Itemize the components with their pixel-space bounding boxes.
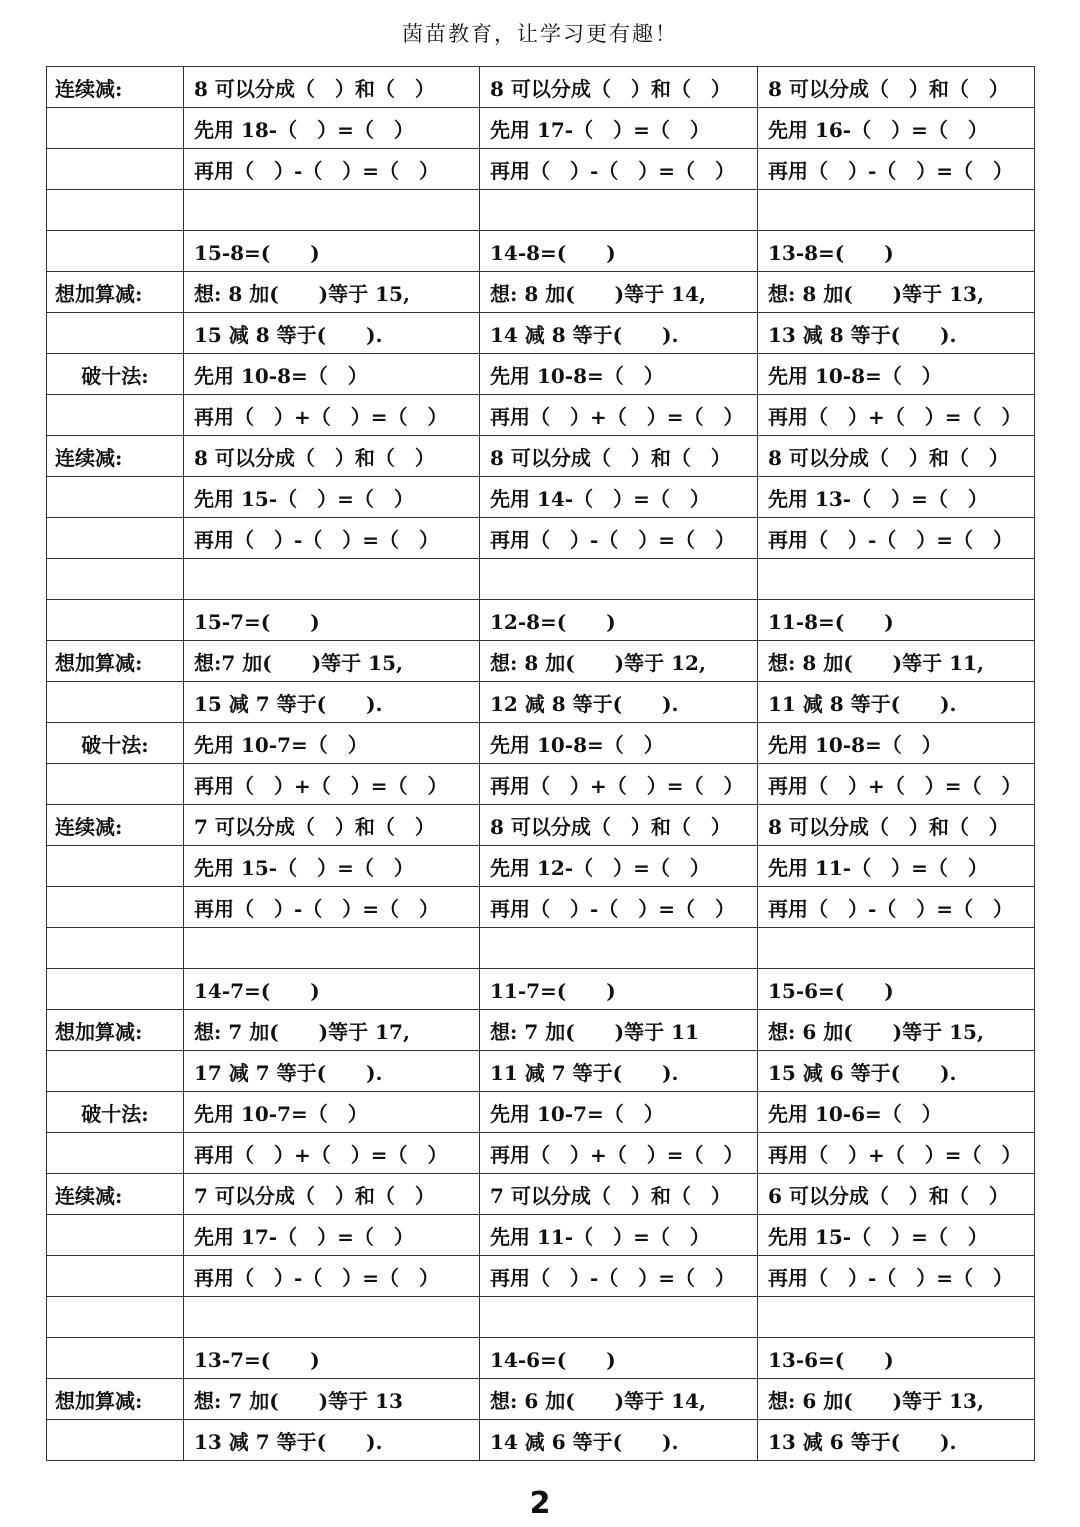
worksheet-body [47, 67, 1035, 1461]
row-label [47, 395, 184, 436]
table-row [47, 190, 1035, 231]
exercise-cell: 再用（ ）-（ ）=（ ） [184, 518, 480, 559]
exercise-cell: 11-8=( ) [758, 600, 1035, 641]
exercise-cell: 再用（ ）+（ ）=（ ） [758, 1133, 1035, 1174]
exercise-cell [758, 559, 1035, 600]
row-label [47, 887, 184, 928]
exercise-cell: 先用 15-（ ）=（ ） [758, 1215, 1035, 1256]
exercise-cell: 15 减 7 等于( ). [184, 682, 480, 723]
row-label [47, 1256, 184, 1297]
exercise-cell: 想:7 加( )等于 15, [184, 641, 480, 682]
table-row [47, 969, 1035, 1010]
exercise-cell: 再用（ ）-（ ）=（ ） [758, 518, 1035, 559]
exercise-cell: 再用（ ）+（ ）=（ ） [758, 395, 1035, 436]
exercise-cell [184, 1297, 480, 1338]
exercise-cell: 先用 16-（ ）=（ ） [758, 108, 1035, 149]
row-label [47, 1297, 184, 1338]
table-row [47, 231, 1035, 272]
exercise-cell: 再用（ ）+（ ）=（ ） [480, 1133, 758, 1174]
exercise-cell: 先用 11-（ ）=（ ） [480, 1215, 758, 1256]
table-row [47, 395, 1035, 436]
exercise-cell [758, 928, 1035, 969]
exercise-cell: 先用 10-8=（ ） [758, 723, 1035, 764]
exercise-cell [480, 1297, 758, 1338]
exercise-cell: 想: 7 加( )等于 17, [184, 1010, 480, 1051]
row-label [47, 477, 184, 518]
table-row [47, 477, 1035, 518]
exercise-cell: 13-6=( ) [758, 1338, 1035, 1379]
table-row [47, 1215, 1035, 1256]
table-row [47, 1092, 1035, 1133]
table-row [47, 108, 1035, 149]
worksheet-table [46, 66, 1035, 1461]
exercise-cell: 8 可以分成（ ）和（ ） [758, 805, 1035, 846]
row-label [47, 1215, 184, 1256]
exercise-cell: 13 减 6 等于( ). [758, 1420, 1035, 1461]
exercise-cell: 先用 15-（ ）=（ ） [184, 477, 480, 518]
exercise-cell: 想: 8 加( )等于 14, [480, 272, 758, 313]
row-label [47, 1420, 184, 1461]
exercise-cell: 先用 12-（ ）=（ ） [480, 846, 758, 887]
exercise-cell: 15 减 6 等于( ). [758, 1051, 1035, 1092]
exercise-cell: 再用（ ）+（ ）=（ ） [480, 395, 758, 436]
row-label: 破十法: [47, 354, 184, 395]
exercise-cell: 14-6=( ) [480, 1338, 758, 1379]
table-row [47, 682, 1035, 723]
row-label [47, 928, 184, 969]
table-row [47, 1051, 1035, 1092]
exercise-cell: 先用 14-（ ）=（ ） [480, 477, 758, 518]
exercise-cell [758, 1297, 1035, 1338]
exercise-cell: 15-7=( ) [184, 600, 480, 641]
row-label [47, 231, 184, 272]
exercise-cell: 再用（ ）-（ ）=（ ） [184, 1256, 480, 1297]
exercise-cell [758, 190, 1035, 231]
exercise-cell: 先用 17-（ ）=（ ） [184, 1215, 480, 1256]
exercise-cell: 再用（ ）-（ ）=（ ） [480, 518, 758, 559]
exercise-cell [184, 559, 480, 600]
row-label: 想加算减: [47, 641, 184, 682]
page-header-title: 茵苗教育，让学习更有趣！ [402, 22, 678, 46]
exercise-cell: 先用 10-8=（ ） [184, 354, 480, 395]
exercise-cell: 先用 18-（ ）=（ ） [184, 108, 480, 149]
row-label: 破十法: [47, 1092, 184, 1133]
exercise-cell: 11 减 8 等于( ). [758, 682, 1035, 723]
row-label: 想加算减: [47, 1379, 184, 1420]
table-row [47, 1174, 1035, 1215]
exercise-cell: 再用（ ）-（ ）=（ ） [480, 149, 758, 190]
row-label [47, 969, 184, 1010]
exercise-cell: 先用 10-7=（ ） [184, 723, 480, 764]
exercise-cell [480, 559, 758, 600]
exercise-cell: 15-6=( ) [758, 969, 1035, 1010]
exercise-cell: 想: 8 加( )等于 15, [184, 272, 480, 313]
exercise-cell: 想: 7 加( )等于 11 [480, 1010, 758, 1051]
row-label [47, 190, 184, 231]
row-label [47, 1133, 184, 1174]
exercise-cell: 13-8=( ) [758, 231, 1035, 272]
exercise-cell: 先用 10-6=（ ） [758, 1092, 1035, 1133]
exercise-cell: 14-7=( ) [184, 969, 480, 1010]
exercise-cell: 先用 15-（ ）=（ ） [184, 846, 480, 887]
exercise-cell: 7 可以分成（ ）和（ ） [480, 1174, 758, 1215]
exercise-cell: 13 减 7 等于( ). [184, 1420, 480, 1461]
exercise-cell: 再用（ ）-（ ）=（ ） [480, 887, 758, 928]
exercise-cell: 先用 10-8=（ ） [758, 354, 1035, 395]
exercise-cell [480, 190, 758, 231]
table-row [47, 149, 1035, 190]
table-row [47, 1133, 1035, 1174]
exercise-cell: 8 可以分成（ ）和（ ） [480, 805, 758, 846]
table-row [47, 641, 1035, 682]
table-row [47, 1297, 1035, 1338]
row-label: 破十法: [47, 723, 184, 764]
exercise-cell: 8 可以分成（ ）和（ ） [758, 67, 1035, 108]
exercise-cell: 8 可以分成（ ）和（ ） [184, 67, 480, 108]
exercise-cell [480, 928, 758, 969]
row-label [47, 149, 184, 190]
exercise-cell: 7 可以分成（ ）和（ ） [184, 1174, 480, 1215]
row-label [47, 600, 184, 641]
row-label [47, 518, 184, 559]
table-row [47, 559, 1035, 600]
exercise-cell: 再用（ ）+（ ）=（ ） [184, 395, 480, 436]
exercise-cell: 11-7=( ) [480, 969, 758, 1010]
exercise-cell: 想: 8 加( )等于 13, [758, 272, 1035, 313]
exercise-cell: 先用 13-（ ）=（ ） [758, 477, 1035, 518]
table-row [47, 846, 1035, 887]
row-label [47, 313, 184, 354]
table-row [47, 805, 1035, 846]
exercise-cell: 12-8=( ) [480, 600, 758, 641]
exercise-cell: 8 可以分成（ ）和（ ） [758, 436, 1035, 477]
row-label [47, 682, 184, 723]
exercise-cell: 再用（ ）+（ ）=（ ） [758, 764, 1035, 805]
exercise-cell: 先用 17-（ ）=（ ） [480, 108, 758, 149]
exercise-cell: 先用 11-（ ）=（ ） [758, 846, 1035, 887]
row-label [47, 1338, 184, 1379]
table-row [47, 600, 1035, 641]
exercise-cell: 14 减 8 等于( ). [480, 313, 758, 354]
row-label: 想加算减: [47, 272, 184, 313]
exercise-cell: 想: 7 加( )等于 13 [184, 1379, 480, 1420]
exercise-cell: 想: 8 加( )等于 11, [758, 641, 1035, 682]
exercise-cell [184, 928, 480, 969]
exercise-cell: 11 减 7 等于( ). [480, 1051, 758, 1092]
exercise-cell: 15 减 8 等于( ). [184, 313, 480, 354]
row-label [47, 846, 184, 887]
table-row [47, 354, 1035, 395]
exercise-cell: 13-7=( ) [184, 1338, 480, 1379]
table-row [47, 518, 1035, 559]
exercise-cell: 8 可以分成（ ）和（ ） [184, 436, 480, 477]
exercise-cell: 再用（ ）+（ ）=（ ） [184, 764, 480, 805]
table-row [47, 764, 1035, 805]
table-row [47, 436, 1035, 477]
exercise-cell: 12 减 8 等于( ). [480, 682, 758, 723]
exercise-cell: 17 减 7 等于( ). [184, 1051, 480, 1092]
table-row [47, 313, 1035, 354]
table-row [47, 928, 1035, 969]
row-label [47, 559, 184, 600]
exercise-cell: 8 可以分成（ ）和（ ） [480, 67, 758, 108]
row-label: 连续减: [47, 436, 184, 477]
exercise-cell: 14 减 6 等于( ). [480, 1420, 758, 1461]
exercise-cell: 先用 10-8=（ ） [480, 354, 758, 395]
row-label: 想加算减: [47, 1010, 184, 1051]
exercise-cell: 再用（ ）+（ ）=（ ） [480, 764, 758, 805]
exercise-cell: 再用（ ）-（ ）=（ ） [758, 1256, 1035, 1297]
table-row [47, 1256, 1035, 1297]
row-label [47, 108, 184, 149]
row-label [47, 1051, 184, 1092]
exercise-cell: 先用 10-7=（ ） [480, 1092, 758, 1133]
exercise-cell: 再用（ ）+（ ）=（ ） [184, 1133, 480, 1174]
exercise-cell: 先用 10-7=（ ） [184, 1092, 480, 1133]
table-row [47, 723, 1035, 764]
table-row [47, 67, 1035, 108]
row-label: 连续减: [47, 805, 184, 846]
table-row [47, 1420, 1035, 1461]
exercise-cell: 再用（ ）-（ ）=（ ） [184, 887, 480, 928]
exercise-cell: 14-8=( ) [480, 231, 758, 272]
table-row [47, 272, 1035, 313]
exercise-cell [184, 190, 480, 231]
exercise-cell: 想: 8 加( )等于 12, [480, 641, 758, 682]
exercise-cell: 15-8=( ) [184, 231, 480, 272]
table-row [47, 1379, 1035, 1420]
table-row [47, 1010, 1035, 1051]
exercise-cell: 再用（ ）-（ ）=（ ） [480, 1256, 758, 1297]
exercise-cell: 想: 6 加( )等于 13, [758, 1379, 1035, 1420]
exercise-cell: 13 减 8 等于( ). [758, 313, 1035, 354]
table-row [47, 1338, 1035, 1379]
exercise-cell: 再用（ ）-（ ）=（ ） [758, 149, 1035, 190]
exercise-cell: 想: 6 加( )等于 15, [758, 1010, 1035, 1051]
exercise-cell: 7 可以分成（ ）和（ ） [184, 805, 480, 846]
row-label [47, 764, 184, 805]
exercise-cell: 再用（ ）-（ ）=（ ） [184, 149, 480, 190]
exercise-cell: 先用 10-8=（ ） [480, 723, 758, 764]
row-label: 连续减: [47, 67, 184, 108]
table-row [47, 887, 1035, 928]
exercise-cell: 再用（ ）-（ ）=（ ） [758, 887, 1035, 928]
row-label: 连续减: [47, 1174, 184, 1215]
exercise-cell: 想: 6 加( )等于 14, [480, 1379, 758, 1420]
page-number: 2 [529, 1486, 551, 1521]
exercise-cell: 6 可以分成（ ）和（ ） [758, 1174, 1035, 1215]
exercise-cell: 8 可以分成（ ）和（ ） [480, 436, 758, 477]
